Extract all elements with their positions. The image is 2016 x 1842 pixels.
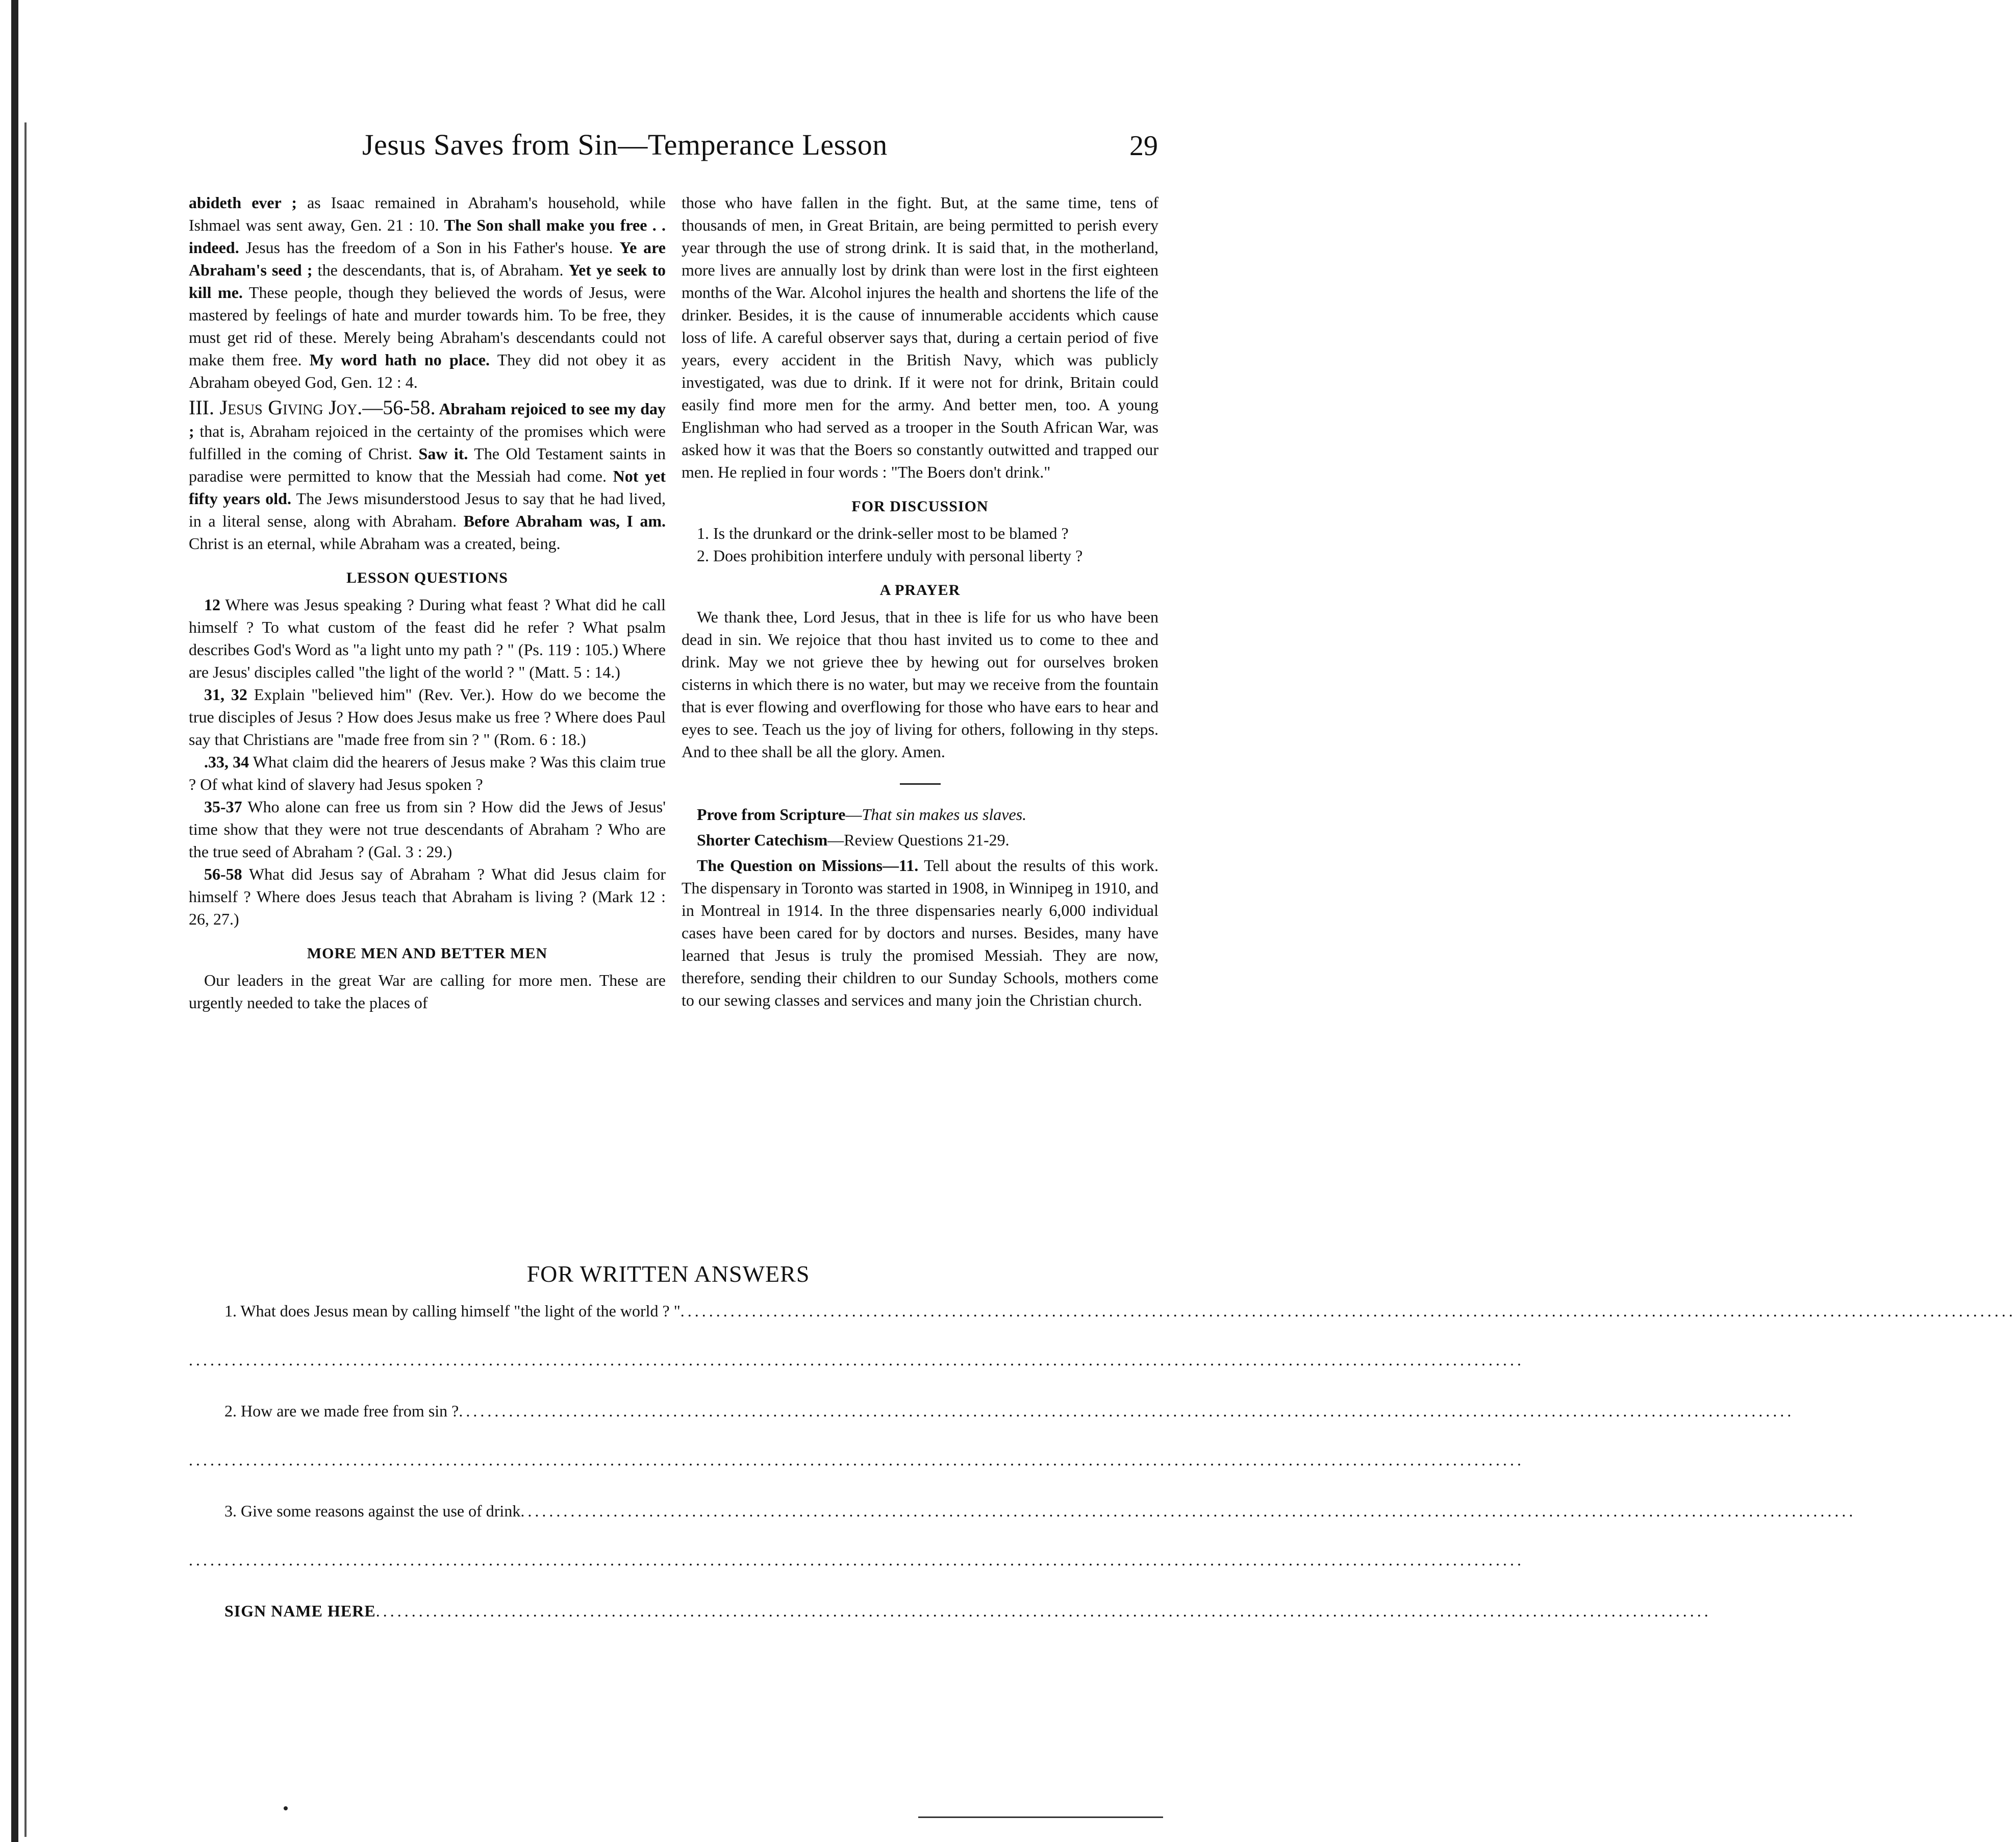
left-column: [189, 191, 666, 1014]
question-text: What did Jesus say of Abraham ? What did Jesus claim for himself ? Where does Jesus teach that Abraham is living ? (Mark 12 : 26, 27.): [189, 865, 666, 928]
text-run: as Isaac remained in Abraham's household, while Ishmael was sent away, Gen. 21 : 10.: [189, 193, 666, 234]
written-answers-section: [189, 1260, 2016, 1624]
question-text: 1. What does Jesus mean by calling himself "the light of the world ? ": [224, 1302, 681, 1320]
bold-phrase: abideth ever ;: [189, 193, 297, 212]
shorter-catechism: [682, 829, 1158, 851]
answer-dots[interactable]: ...........................................................................................................................................................................................: [459, 1402, 1795, 1420]
question-verse-ref: 35-37: [204, 798, 242, 816]
text-run: The Old Testament saints in paradise were permitted to know that the Messiah had come.: [189, 444, 666, 485]
lesson-question: [189, 683, 666, 751]
signature-dots[interactable]: ...........................................................................................................................................................................................: [375, 1602, 1711, 1620]
bold-phrase: Saw it.: [418, 444, 468, 463]
section-divider: [900, 783, 941, 785]
lesson-questions-heading: LESSON QUESTIONS: [346, 569, 508, 586]
bold-phrase: The Son shall make you free . . indeed.: [189, 216, 666, 257]
sign-name-label: SIGN NAME HERE: [224, 1602, 376, 1620]
bold-phrase: Before Abraham was, I am.: [463, 512, 666, 530]
discussion-heading: FOR DISCUSSION: [851, 498, 989, 515]
question-text: What claim did the hearers of Jesus make ? Was this claim true ? Of what kind of slavery had Jesus spoken ?: [189, 753, 666, 793]
question-text: Where was Jesus speaking ? During what feast ? What did he call himself ? To what custom of the feast did he refer ? What psalm describes God's Word as "a light unto my path ? " (Ps. 119 : 105.) Where are Jesus' disciples called "the light of the world ? " (Matt. 5 : 14.): [189, 595, 666, 681]
text-run: the descendants, that is, of Abraham.: [312, 261, 569, 279]
discussion-item: 2. Does prohibition interfere unduly with personal liberty ?: [697, 546, 1083, 565]
prove-from-scripture: Prove from Scripture—That sin makes us slaves.: [697, 805, 1027, 824]
text-run: that is, Abraham rejoiced in the certainty of the promises which were fulfilled in the coming of Christ.: [189, 422, 666, 463]
question-verse-ref: 12: [204, 595, 220, 614]
prayer-heading: A PRAYER: [879, 582, 961, 599]
question-verse-ref: 31, 32: [204, 685, 247, 704]
answer-dots[interactable]: ...........................................................................................................................................................................................: [520, 1502, 1856, 1520]
more-men-heading: MORE MEN AND BETTER MEN: [307, 945, 548, 962]
answer-question-3: [224, 1502, 1856, 1524]
discussion-item: 1. Is the drunkard or the drink-seller most to be blamed ?: [697, 524, 1069, 542]
section-heading: III. Jesus Giving Joy.—56-58.: [189, 396, 436, 419]
lesson-question: [189, 795, 666, 863]
catechism-label: Shorter Catechism: [697, 831, 828, 849]
section-three-text: [189, 400, 666, 553]
right-column: [682, 191, 1158, 1011]
page-header: [189, 128, 1168, 173]
print-speck: [284, 1806, 288, 1810]
text-run: They did not obey it as Abraham obeyed God, Gen. 12 : 4.: [189, 351, 666, 391]
lesson-question: [189, 863, 666, 930]
prayer-text: We thank thee, Lord Jesus, that in thee is life for us who have been dead in sin. We rejoice that thou hast invited us to come to thee and drink. May we not grieve thee by hewing out for ourselves broken cisterns in which there is no water, but may we receive from the fountain that is ever flowing and overflowing for those who have ears to hear and eyes to see. Teach us the joy of living for others, following in thy steps. And to thee shall be all the glory. Amen.: [682, 608, 1158, 761]
answer-question-1: [224, 1302, 2016, 1324]
binding-edge-rule-inner: [24, 122, 27, 1837]
commentary-paragraph: [189, 191, 666, 393]
text-run: Jesus has the freedom of a Son in his Father's house.: [239, 238, 620, 257]
question-text: Who alone can free us from sin ? How did the Jews of Jesus' time show that they were not true descendants of Abraham ? Who are the true seed of Abraham ? (Gal. 3 : 29.): [189, 798, 666, 861]
text-run: These people, though they believed the words of Jesus, were mastered by feelings of hate and murder towards him. To be free, they must get rid of these. Merely being Abraham's descendants could not make them free.: [189, 283, 666, 369]
bold-phrase: Ye are Abraham's seed ;: [189, 238, 666, 279]
missions-text: Tell about the results of this work. The dispensary in Toronto was started in 1908, in Winnipeg in 1910, and in Montreal in 1914. In the three dispensaries nearly 6,000 individual cases have been cared for by doctors and nurses. Besides, many have learned that Jesus is truly the promised Messiah. They are now, therefore, sending their children to our Sunday Schools, mothers come to our sewing classes and services and many join the Christian church.: [682, 856, 1159, 1009]
question-text: Explain "believed him" (Rev. Ver.). How do we become the true disciples of Jesus ? How does Jesus make us free ? Where does Paul say that Christians are "made free from sin ? " (Rom. 6 : 18.): [189, 685, 666, 749]
bold-phrase: My word hath no place.: [309, 351, 490, 369]
bold-phrase: Yet ye seek to kill me.: [189, 261, 666, 302]
written-answers-title: FOR WRITTEN ANSWERS: [526, 1261, 810, 1287]
running-title: Jesus Saves from Sin—Temperance Lesson: [362, 128, 888, 161]
prove-text: That sin makes us slaves.: [862, 805, 1027, 824]
answer-line[interactable]: ...........................................................................................................................................................................................: [189, 1551, 1524, 1569]
missions-question: [682, 854, 1158, 1011]
page-number: 29: [1129, 130, 1158, 162]
bold-phrase: Abraham rejoiced to see my day ;: [189, 400, 666, 440]
question-verse-ref: .33, 34: [204, 753, 249, 771]
catechism-text: —Review Questions 21-29.: [827, 831, 1010, 849]
answer-question-2: [224, 1402, 1795, 1424]
answer-dots[interactable]: ...........................................................................................................................................................................................: [680, 1302, 2016, 1320]
missions-label: The Question on Missions—11.: [697, 856, 919, 875]
temperance-paragraph: those who have fallen in the fight. But, at the same time, tens of thousands of men, in Great Britain, are being permitted to perish every year through the use of strong drink. It is said that, in the motherland, more lives are annually lost by drink than were lost in the first eighteen months of the War. Alcohol injures the health and shortens the life of the drinker. Besides, it is the cause of innumerable accidents which cause loss of life. A careful observer says that, during a certain period of five years, every accident in the British Navy, which was publicly investigated, was due to drink. If it were not for drink, Britain could easily find more men for the army. And better men, too. A young Englishman who had served as a trooper in the South African War, was asked how it was that the Boers so constantly outwitted and trapped our men. He replied in four words : "The Boers don't drink.": [682, 193, 1158, 481]
question-text: 2. How are we made free from sin ?: [224, 1402, 459, 1420]
lesson-question: [189, 751, 666, 795]
binding-edge-rule: [11, 0, 18, 1842]
section-three-paragraph: [189, 396, 666, 555]
text-run: The Jews misunderstood Jesus to say that he had lived, in a literal sense, along with Abraham.: [189, 489, 666, 530]
question-text: 3. Give some reasons against the use of drink: [224, 1502, 521, 1520]
bold-phrase: Not yet fifty years old.: [189, 467, 666, 508]
answer-line[interactable]: ...........................................................................................................................................................................................: [189, 1351, 1524, 1369]
question-verse-ref: 56-58: [204, 865, 242, 883]
prove-label: Prove from Scripture: [697, 805, 846, 824]
text-run: Christ is an eternal, while Abraham was a created, being.: [189, 534, 561, 553]
sign-name-line: [224, 1602, 1711, 1624]
lesson-question: [189, 593, 666, 683]
lesson-questions-list: [189, 593, 666, 930]
answer-line[interactable]: ...........................................................................................................................................................................................: [189, 1451, 1524, 1469]
footer-rule: [918, 1816, 1163, 1818]
more-men-text: Our leaders in the great War are calling for more men. These are urgently needed to take the places of: [189, 971, 666, 1012]
